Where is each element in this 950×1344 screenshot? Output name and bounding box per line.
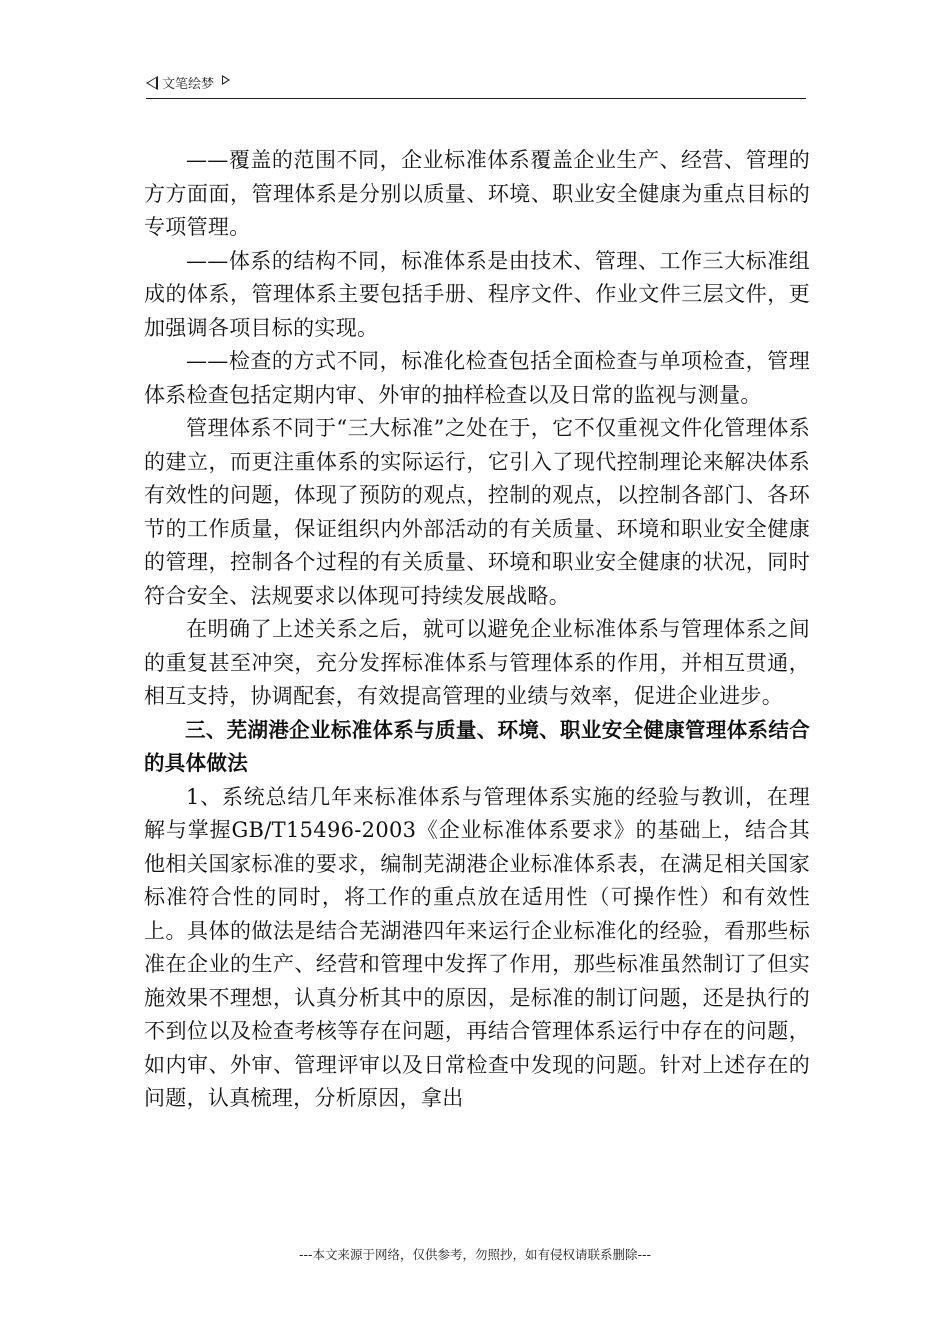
page-footer: ---本文来源于网络，仅供参考，勿照抄，如有侵权请联系删除--- (298, 1247, 652, 1262)
page-header (146, 70, 806, 99)
left-triangle-icon (146, 76, 158, 90)
document-body (144, 144, 810, 1116)
paragraph: ——检查的方式不同，标准化检查包括全面检查与单项检查，管理体系检查包括定期内审、外审的抽样检查以及日常的监视与测量。 (144, 349, 810, 407)
paragraph: 管理体系不同于“三大标准”之处在于，它不仅重视文件化管理体系的建立，而更注重体系的实际运行，它引入了现代控制理论来解决体系有效性的问题，体现了预防的观点，控制的观点，以控制各部门、各环节的工作质量，保证组织内外部活动的有关质量、环境和职业安全健康的管理，控制各个过程的有关质量、环境和职业安全健康的状况，同时符合安全、法规要求以体现可持续发展战略。 (144, 416, 810, 608)
header-title: 文笔绘梦 (162, 77, 215, 92)
section-heading: 三、芜湖港企业标准体系与质量、环境、职业安全健康管理体系结合的具体做法 (144, 717, 810, 775)
paragraph: ——覆盖的范围不同，企业标准体系覆盖企业生产、经营、管理的方方面面，管理体系是分别以质量、环境、职业安全健康为重点目标的专项管理。 (144, 148, 810, 239)
right-triangle-icon (222, 75, 230, 85)
paragraph: ——体系的结构不同，标准体系是由技术、管理、工作三大标准组成的体系，管理体系主要包括手册、程序文件、作业文件三层文件，更加强调各项目标的实现。 (144, 248, 810, 340)
paragraph: 1、系统总结几年来标准体系与管理体系实施的经验与教训，在理解与掌握GB/T15496-2003《企业标准体系要求》的基础上，结合其他相关国家标准的要求，编制芜湖港企业标准体系表，在满足相关国家标准符合性的同时，将工作的重点放在适用性（可操作性）和有效性上。具体的做法是结合芜湖港四年来运行企业标准化的经验，看那些标准在企业的生产、经营和管理中发挥了作用，那些标准虽然制订了但实施效果不理想，认真分析其中的原因，是标准的制订问题，还是执行的不到位以及检查考核等存在问题，再结合管理体系运行中存在的问题，如内审、外审、管理评审以及日常检查中发现的问题。针对上述存在的问题，认真梳理，分析原因，拿出 (144, 784, 810, 1110)
header-inner (146, 73, 230, 92)
paragraph: 在明确了上述关系之后，就可以避免企业标准体系与管理体系之间的重复甚至冲突，充分发挥标准体系与管理体系的作用，并相互贯通，相互支持，协调配套，有效提高管理的业绩与效率，促进企业进步。 (144, 617, 810, 708)
